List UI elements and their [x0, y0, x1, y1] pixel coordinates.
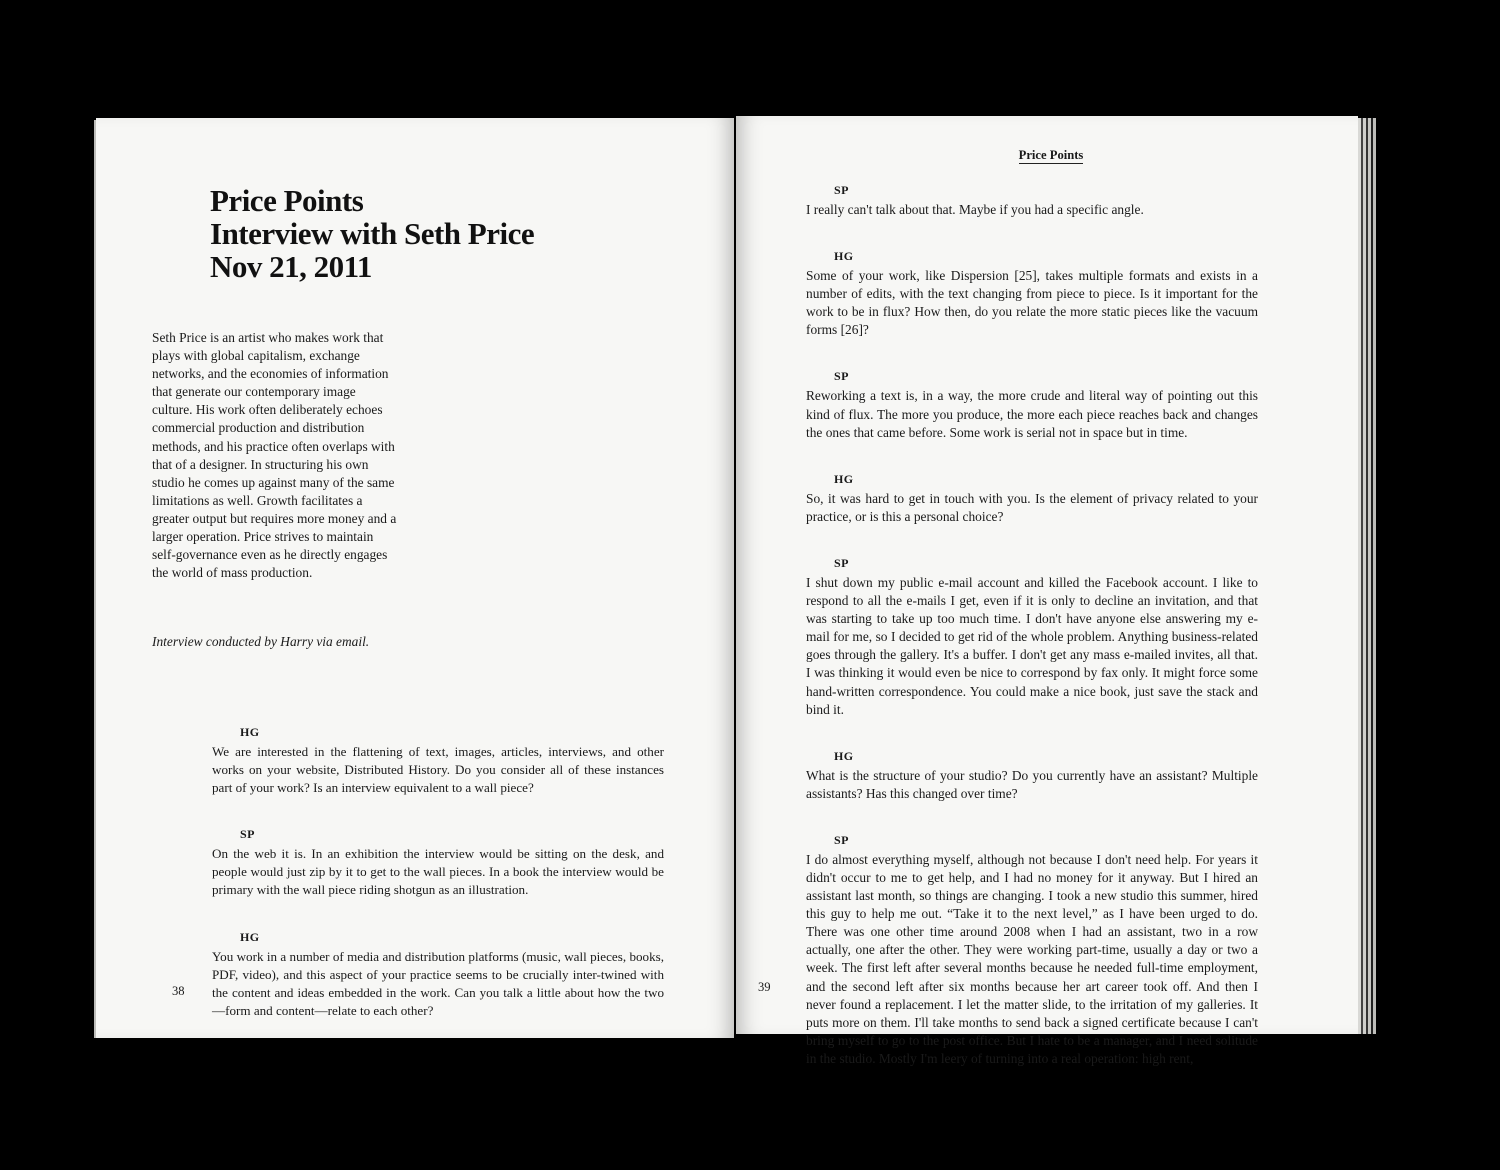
qa-text: I do almost everything myself, although not because I don't need help. For years it didn't occur to me to get help, and I had no money for it anyway. But I hired an assistant last month, so things are changing. I took a new studio this summer, hired this guy to help me out. “Take it to the next level,” as I have been urged to do. There was one other time around 2008 when I had an assistant, two in a row actually, one after the other. They were working part-time, usually a day or two a week. The first left after several months because he needed full-time employment, and the second left after six months because her art career took off. And then I never found a replacement. I let the matter slide, to the irritation of my galleries. It puts more on them. I'll take months to send back a signed certificate because I can't bring myself to go to the post office. But I hate to be a manager, and I need solitude in the studio. Mostly I'm leery of turning into a real operation: high rent, [806, 851, 1258, 1066]
speaker-label: HG [834, 249, 854, 264]
qa-block [806, 368, 1258, 441]
speaker-label: HG [834, 471, 854, 486]
qa-text: What is the structure of your studio? Do you currently have an assistant? Multiple assistants? Has this changed over time? [806, 767, 1258, 801]
title-line: Nov 21, 2011 [210, 249, 372, 284]
title-line: Price Points [210, 183, 364, 218]
qa-block [212, 724, 664, 797]
qa-text: Some of your work, like Dispersion [25], takes multiple formats and exists in a number of edits, with the text changing from piece to piece. Is it important for the work to be in flux? How then, do you relate the more static pieces like the vacuum forms [26]? [806, 268, 1258, 338]
interview-credit: Interview conducted by Harry via email. [152, 634, 370, 649]
qa-block [806, 248, 1258, 339]
article-title [210, 184, 650, 283]
title-line: Interview with Seth Price [210, 216, 535, 251]
qa-text: I really can't talk about that. Maybe if you had a specific angle. [806, 202, 1144, 217]
qa-block [806, 748, 1258, 803]
qa-block [212, 826, 664, 899]
qa-text: Reworking a text is, in a way, the more crude and literal way of pointing out this kind of flux. The more you produce, the more each piece reaches back and changes the ones that came before. Some work is serial not in space but in time. [806, 388, 1258, 440]
qa-block [212, 929, 664, 1020]
qa-text: We are interested in the flattening of text, images, articles, interviews, and other works on your website, Distributed History. Do you consider all of these instances part of your work? Is an interview equivalent to a wall piece? [212, 744, 664, 796]
speaker-label: HG [240, 725, 260, 739]
running-head [916, 148, 1186, 163]
speaker-label: SP [240, 827, 255, 842]
qa-block [806, 555, 1258, 719]
running-head-text: Price Points [1018, 148, 1084, 162]
qa-text: On the web it is. In an exhibition the interview would be sitting on the desk, and people would just zip by it to get to the wall pieces. In a book the interview would be primary with the wall piece riding shotgun as an illustration. [212, 846, 664, 898]
page-number: 38 [172, 984, 185, 998]
book-page-edges [1358, 118, 1384, 1034]
qa-text: So, it was hard to get in touch with you. Is the element of privacy related to your practice, or is this a personal choice? [806, 490, 1258, 524]
right-page [736, 116, 1358, 1066]
qa-block [806, 471, 1258, 526]
qa-block [806, 832, 1258, 1068]
speaker-label: HG [834, 748, 854, 763]
page-number: 39 [758, 980, 771, 994]
speaker-label: SP [834, 369, 849, 384]
speaker-label: HG [240, 929, 260, 944]
speaker-label: SP [834, 832, 849, 847]
speaker-label: SP [834, 183, 849, 197]
left-page [96, 118, 734, 1038]
qa-block [806, 182, 1258, 219]
qa-text: You work in a number of media and distribution platforms (music, wall pieces, books, PDF, video), and this aspect of your practice seems to be crucially inter-twined with the content and ideas embedded in the work. Can you talk a little about how the two—form and content—relate to each other? [212, 948, 664, 1018]
interview-qa-left [212, 724, 664, 1049]
qa-text: I shut down my public e-mail account and killed the Facebook account. I like to respond to all the e-mails I get, even if it is only to decline an invitation, and that was starting to take up too much time. I don't have anyone else answering my e-mail for me, so I decided to get rid of the whole problem. Anything business-related goes through the gallery. It's a buffer. I don't get any mass e-mailed invites, all that. I was thinking it would even be nice to correspond by fax only. It might force some hand-written correspondence. You could make a nice book, just save the stack and bind it. [806, 574, 1258, 717]
intro-paragraph: Seth Price is an artist who makes work that plays with global capitalism, exchange networks, and the economies of information that generate our contemporary image culture. His work often deliberately echoes commercial production and distribution methods, and his practice often overlaps with that of a designer. In structuring his own studio he comes up against many of the same limitations as well. Growth facilitates a greater output but requires more money and a larger operation. Price strives to maintain self-governance even as he directly engages the world of mass production. [152, 330, 397, 581]
interview-qa-right [806, 182, 1258, 1097]
speaker-label: SP [834, 555, 849, 570]
